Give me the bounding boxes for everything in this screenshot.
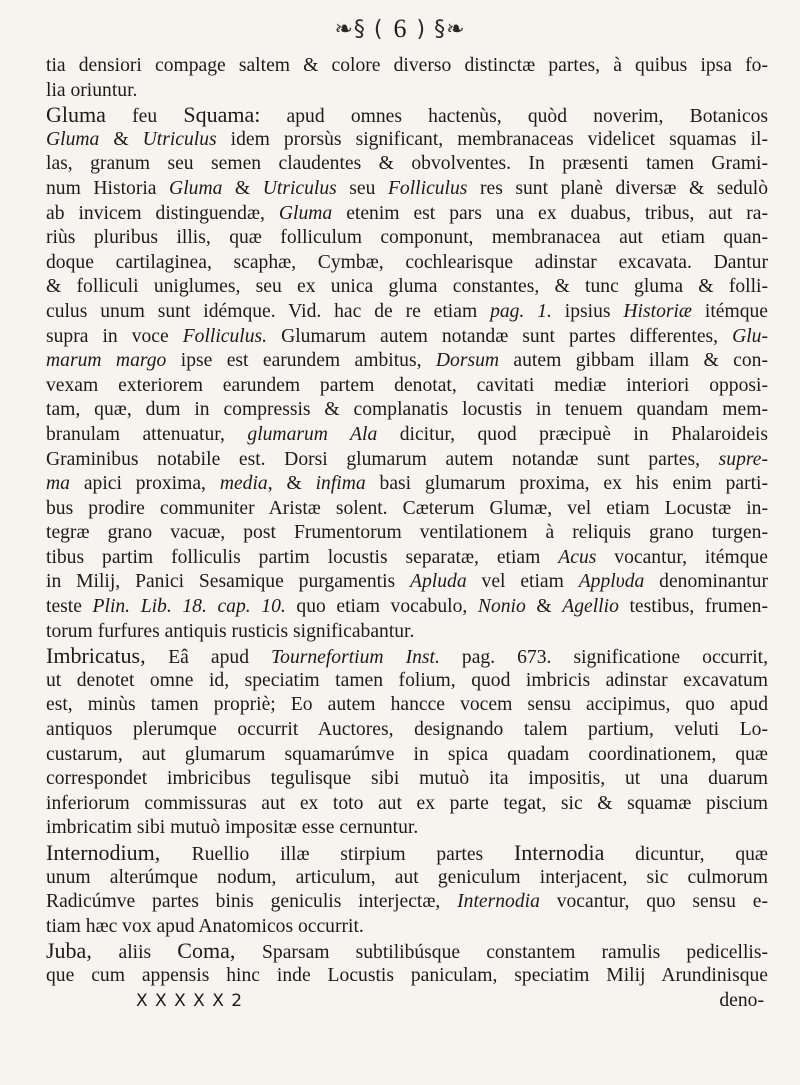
glossary-term: Juba, [46,938,119,964]
text-line [46,890,768,915]
text-run: que cum appensis hinc inde Locustis paniculam, speciatim Milij Arundinisque [46,964,768,986]
text-line [46,546,768,571]
text-line [46,620,768,645]
text-line [46,841,768,866]
italic-run: media [219,473,268,495]
text-line [46,866,768,891]
glossary-term: Internodium, [46,840,192,865]
text-run: vocantur, quo sensu e- [539,891,768,913]
text-line [46,521,768,546]
text-run: Glumarum autem notandæ sunt partes differentes, [267,325,733,347]
text-run: vocantur, itémque [596,546,768,568]
text-run: Eâ apud [168,647,272,669]
text-run: apici proxima, [69,473,220,495]
text-run: seu [336,177,388,199]
italic-run: Utriculus [262,177,337,199]
text-run: bus prodire communiter Aristæ solent. Cæterum Glumæ, vel etiam Locustæ in- [46,497,768,519]
text-line [46,669,768,694]
italic-run: Gluma [46,128,100,150]
text-run: tibus partim folliculis partim locustis separatæ, etiam [46,546,559,568]
text-line [46,423,768,448]
text-run: denominantur [644,571,769,593]
italic-run: Acus [558,546,597,568]
glossary-term: Squama: [183,102,261,128]
text-run: tegræ grano vacuæ, post Frumentorum ventilationem à reliquis grano turgen- [46,522,768,544]
text-run: & [525,596,563,618]
text-run: basi glumarum proxima, ex his enim parti- [365,473,768,495]
text-run: Radicúmve partes binis geniculis interjectæ, [46,891,458,913]
italic-run: pag. 1. [490,300,552,322]
text-run: dicuntur, quæ [604,844,768,865]
text-run: , & [267,473,316,495]
text-line [46,128,768,153]
text-line [46,79,768,104]
text-line [46,251,768,276]
text-run: supra in voce [46,325,183,347]
glossary-term: Imbricatus, [46,643,169,669]
text-run: culus unum sunt idémque. Vid. hac de re etiam [46,300,491,322]
text-run: torum furfures antiquis rusticis significabantur. [46,620,415,642]
signature-mark: X X X X X 2 [136,990,244,1011]
text-run: dicitur, quod præcipuè in Phalaroideis [377,423,768,445]
text-line [46,570,768,595]
text-run: Ruellio illæ stirpium partes [191,844,514,865]
text-run: ipsius [551,300,624,322]
text-run: feu [105,106,184,128]
text-line [46,964,768,989]
text-run: imbricatim sibi mutuò impositæ esse cernuntur. [46,817,419,839]
page-number: 6 [393,14,407,43]
body-text [46,54,768,1013]
text-line [46,743,768,768]
text-run: ab invicem distinguendæ, [46,202,279,224]
italic-run: Gluma [278,202,333,224]
text-run: tia densiori compage saltem & colore diverso distinctæ partes, à quibus ipsa fo- [46,55,768,76]
text-run: in Milij, Panici Sesamique purgamentis [46,571,411,593]
italic-run: glumarum Ala [247,423,378,445]
text-line [46,177,768,202]
glossary-term: Coma, [177,938,263,964]
text-line [46,103,768,128]
text-run: aliis [118,942,178,964]
text-line [46,226,768,251]
italic-run: Plin. Lib. 18. cap. 10. [92,596,286,618]
text-run: autem gibbam illam & con- [499,350,768,372]
text-run: apud omnes hactenùs, quòd noverim, Botanicos [260,106,768,128]
page-header [0,6,800,52]
text-run: & [222,177,263,199]
text-line [46,202,768,227]
italic-run: Agellio [562,596,619,618]
glossary-term: Internodia [513,840,605,865]
text-line [46,718,768,743]
text-line [46,816,768,841]
text-line [46,398,768,423]
text-run: unum alterúmque nodum, articulum, aut geniculum interjacent, sic culmorum [46,866,768,888]
italic-run: Nonio [477,596,526,618]
text-run: res sunt planè diversæ & sedulò [467,177,768,199]
text-line [46,472,768,497]
text-line [46,349,768,374]
text-line [46,693,768,718]
text-line [46,152,768,177]
text-line [46,54,768,79]
text-run: custarum, aut glumarum squamarúmve in spica quadam coordinationem, quæ [46,743,768,765]
text-run: ipse est earundem ambitus, [166,350,436,372]
italic-run: infima [315,473,366,495]
text-run: doque cartilaginea, scaphæ, Cymbæ, cochlearisque adinstar excavata. Dantur [46,251,768,273]
text-run: las, granum seu semen claudentes & obvolventes. In præsenti tamen Grami- [46,153,768,175]
catchword: deno- [719,989,764,1011]
italic-run: Apluda [410,571,467,593]
left-ornament: ❧§ ( [334,16,384,42]
text-run: Sparsam subtilibúsque constantem ramulis pedicellis- [262,942,768,964]
text-run: idem prorsùs significant, membranaceas videlicet squamas il- [216,128,768,150]
text-run: quo etiam vocabulo, [285,596,478,618]
text-line [46,644,768,669]
text-line [46,767,768,792]
text-run: etenim est pars una ex duabus, tribus, aut ra- [332,202,768,224]
text-run: num Historia [46,177,170,199]
italic-run: Dorsum [435,350,500,372]
text-line [46,792,768,817]
italic-run: Gluma [169,177,223,199]
text-run: riùs pluribus illis, quæ folliculum componunt, membranacea aut etiam quan- [46,227,768,249]
italic-run: Internodia [457,891,540,913]
page-footer [46,989,768,1014]
text-run: tiam hæc vox apud Anatomicos occurrit. [46,915,364,937]
text-run: ut denotet omne id, speciatim tamen folium, quod imbricis adinstar excavatum [46,669,768,691]
text-run: & [99,128,143,150]
italic-run: ma [46,473,70,495]
italic-run: marum margo [46,350,167,372]
text-run: antiquos plerumque occurrit Auctores, designando talem partium, veluti Lo- [46,719,768,741]
italic-run: Historiæ [623,300,693,322]
italic-run: Glu- [732,325,768,347]
text-run: inferiorum commissuras aut ex toto aut ex parte tegat, sic & squamæ piscium [46,792,768,814]
text-run: teste [46,596,93,618]
text-line [46,374,768,399]
italic-run: Tournefortium Inst. [271,647,440,669]
text-line [46,595,768,620]
text-line [46,448,768,473]
text-line [46,275,768,300]
italic-run: Utriculus [142,128,217,150]
right-ornament: ) §❧ [416,16,466,42]
text-run: tam, quæ, dum in compressis & complanatis locustis in tenuem quandam mem- [46,399,768,421]
text-line [46,300,768,325]
text-run: testibus, frumen- [618,596,768,618]
text-run: pag. 673. significatione occurrit, [439,647,768,669]
text-line [46,915,768,940]
text-line [46,497,768,522]
text-run: correspondet imbricibus tegulisque sibi mutuò ita impositis, ut una duarum [46,768,768,790]
italic-run: supre- [718,448,768,470]
text-run: vexam exteriorem earundem partem denotat, cavitati mediæ interiori opposi- [46,374,768,396]
text-line [46,939,768,964]
text-run: branulam attenuatur, [46,423,248,445]
italic-run: Folliculus. [182,325,268,347]
text-run: vel etiam [466,571,579,593]
text-run: Graminibus notabile est. Dorsi glumarum autem notandæ sunt partes, [46,448,719,470]
glossary-term: Gluma [46,102,106,128]
text-run: est, minùs tamen propriè; Eo autem hancce vocem sensu accipimus, quo apud [46,694,768,716]
italic-run: Folliculus [387,177,468,199]
italic-run: Applυda [578,571,645,593]
text-run: lia oriuntur. [46,79,138,101]
text-run: itémque [692,300,769,322]
text-line [46,325,768,350]
text-run: & folliculi uniglumes, seu ex unica gluma constantes, & tunc gluma & folli- [46,276,768,298]
